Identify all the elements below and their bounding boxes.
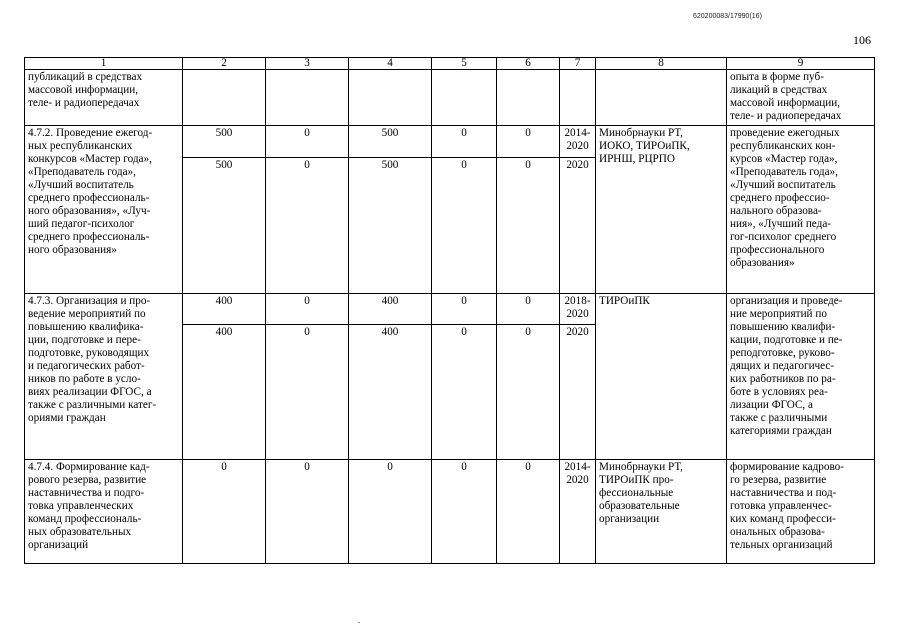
cell-line: ведение мероприятий по — [28, 308, 146, 320]
value-cell: 0 — [432, 460, 497, 564]
value-cell: 0 — [497, 126, 560, 158]
period-cell — [560, 158, 596, 294]
cell-line: го резерва, развитие — [730, 474, 827, 486]
column-number: 3 — [266, 58, 349, 70]
period-cell — [560, 294, 596, 325]
cell-line: ональных образова- — [730, 526, 825, 538]
value-cell: 0 — [349, 460, 432, 564]
value-cell: 0 — [497, 294, 560, 325]
executors-cell — [596, 460, 727, 564]
activity-cell — [25, 126, 183, 294]
cell-line: конкурсов «Мастер года», — [28, 153, 152, 165]
value-cell: 0 — [497, 460, 560, 564]
cell-line: ТИРОиПК про- — [599, 474, 674, 486]
table-row — [25, 460, 875, 564]
value-cell: 0 — [266, 294, 349, 325]
cell-line: среднего профессиональ- — [28, 192, 150, 204]
value-cell: 400 — [183, 294, 266, 325]
program-table — [24, 57, 875, 564]
cell-line: 4.7.2. Проведение ежегод- — [28, 127, 153, 139]
value-cell: 0 — [497, 158, 560, 294]
cell-line: гог-психолог среднего — [730, 231, 837, 243]
cell-line: ТИРОиПК — [599, 295, 650, 307]
cell-line: и педагогических работ- — [28, 360, 145, 372]
cell-line: образования» — [730, 257, 795, 269]
column-number: 9 — [727, 58, 875, 70]
value-cell: 0 — [266, 460, 349, 564]
column-number: 4 — [349, 58, 432, 70]
cell-line: товка управленческих — [28, 500, 134, 512]
period-cell — [560, 325, 596, 460]
value-cell: 0 — [183, 460, 266, 564]
value-cell: 0 — [432, 294, 497, 325]
document-id: 620200083/17990(16) — [693, 13, 762, 20]
cell-line: публикаций в средствах — [28, 71, 143, 83]
cell-line: ников по работе в усло- — [28, 373, 141, 385]
cell-line: проведение ежегодных — [730, 127, 840, 139]
cell-line: курсов «Мастер года», — [730, 153, 838, 165]
cell-line: Минобрнауки РТ, — [599, 461, 683, 473]
cell-line: ИОКО, ТИРОиПК, — [599, 140, 690, 152]
executors-cell — [596, 294, 727, 460]
cell-line: 2018- — [564, 295, 591, 307]
result-cell — [727, 460, 875, 564]
cell-line: также с различными — [730, 412, 828, 424]
cell-line: ИРНШ, РЦРПО — [599, 153, 675, 165]
value-cell: 500 — [349, 126, 432, 158]
cell-line: наставничества и под- — [730, 487, 837, 499]
cell-line: образовательные — [599, 500, 680, 512]
result-cell — [727, 126, 875, 294]
cell-line: организации — [599, 513, 660, 525]
cell-line: ориями граждан — [28, 412, 106, 424]
value-cell: 0 — [432, 158, 497, 294]
result-cell — [727, 70, 875, 126]
cell-line: 2014- — [564, 127, 591, 139]
cell-line: 2020 — [566, 474, 589, 486]
value-cell: 0 — [497, 325, 560, 460]
cell-line: формирование кадрово- — [730, 461, 844, 473]
cell-line: Минобрнауки РТ, — [599, 127, 683, 139]
cell-line: ных образовательных — [28, 526, 132, 538]
continuation-row — [25, 70, 875, 126]
cell-line: республиканских кон- — [730, 140, 836, 152]
cell-line: виях реализации ФГОС, а — [28, 386, 152, 398]
value-cell: 0 — [266, 158, 349, 294]
cell-line: ных республиканских — [28, 140, 133, 152]
value-cell: 0 — [432, 126, 497, 158]
cell-line: также с различными катег- — [28, 399, 157, 411]
cell-line: тельных организаций — [730, 539, 833, 551]
cell-line: наставничества и подго- — [28, 487, 145, 499]
column-number: 1 — [25, 58, 183, 70]
table-row — [25, 294, 875, 325]
value-cell: 0 — [266, 325, 349, 460]
cell-line: команд профессиональ- — [28, 513, 142, 525]
cell-line: дящих и педагогичес- — [730, 360, 835, 372]
column-number: 2 — [183, 58, 266, 70]
cell-line: готовка управленчес- — [730, 500, 832, 512]
cell-line: ного образования» — [28, 244, 117, 256]
cell-line: категориями граждан — [730, 425, 832, 437]
cell-line: нального образова- — [730, 205, 822, 217]
page-number: 106 — [853, 33, 871, 47]
column-number: 5 — [432, 58, 497, 70]
value-cell: 0 — [266, 126, 349, 158]
cell-line: «Лучший воспитатель — [28, 179, 134, 191]
cell-line: опыта в форме пуб- — [730, 71, 824, 83]
cell-line: повышению квалифика- — [28, 321, 144, 333]
value-cell: 0 — [432, 325, 497, 460]
executors-cell — [596, 126, 727, 294]
value-cell: 500 — [183, 126, 266, 158]
value-cell: 400 — [349, 325, 432, 460]
value-cell: 400 — [349, 294, 432, 325]
activity-cell — [25, 294, 183, 460]
value-cell: 500 — [183, 158, 266, 294]
value-cell: 500 — [349, 158, 432, 294]
cell-line: «Преподаватель года», — [28, 166, 136, 178]
cell-line: теле- и радиопередачах — [730, 110, 842, 122]
cell-line: ший педагог-психолог — [28, 218, 135, 230]
cell-line: среднего профессиональ- — [28, 231, 150, 243]
cell-line: 2020 — [566, 159, 589, 171]
cell-line: «Лучший воспитатель — [730, 179, 836, 191]
column-number: 8 — [596, 58, 727, 70]
activity-cell — [25, 70, 183, 126]
cell-line: рового резерва, развитие — [28, 474, 147, 486]
cell-line: ликаций в средствах — [730, 84, 828, 96]
cell-line: фессиональные — [599, 487, 674, 499]
cell-line: среднего профессио- — [730, 192, 830, 204]
cell-line: «Преподаватель года», — [730, 166, 838, 178]
cell-line: профессионального — [730, 244, 825, 256]
cell-line: ние мероприятий по — [730, 308, 827, 320]
cell-line: 2020 — [566, 326, 589, 338]
cell-line: теле- и радиопередачах — [28, 97, 140, 109]
period-cell — [560, 460, 596, 564]
cell-line: организация и проведе- — [730, 295, 843, 307]
cell-line: 2020 — [566, 140, 589, 152]
cell-line: повышению квалифи- — [730, 321, 836, 333]
cell-line: ного образования», «Луч- — [28, 205, 151, 217]
cell-line: 4.7.3. Организация и про- — [28, 295, 151, 307]
cell-line: организаций — [28, 539, 89, 551]
cell-line: ких работников по ра- — [730, 373, 836, 385]
cell-line: ких команд професси- — [730, 513, 836, 525]
cell-line: 2020 — [566, 308, 589, 320]
cell-line: лизации ФГОС, а — [730, 399, 813, 411]
value-cell: 400 — [183, 325, 266, 460]
cell-line: 2014- — [564, 461, 591, 473]
result-cell — [727, 294, 875, 460]
cell-line: ния», «Лучший педа- — [730, 218, 832, 230]
column-number: 7 — [560, 58, 596, 70]
table-row — [25, 126, 875, 158]
cell-line: реподготовке, руково- — [730, 347, 835, 359]
activity-cell — [25, 460, 183, 564]
cell-line: 4.7.4. Формирование кад- — [28, 461, 150, 473]
column-number: 6 — [497, 58, 560, 70]
scan-speck — [358, 622, 360, 623]
cell-line: массовой информации, — [28, 84, 139, 96]
cell-line: массовой информации, — [730, 97, 841, 109]
period-cell — [560, 126, 596, 158]
cell-line: кации, подготовке и пе- — [730, 334, 843, 346]
cell-line: ции, подготовке и пере- — [28, 334, 141, 346]
column-number-row — [25, 58, 875, 70]
cell-line: подготовке, руководящих — [28, 347, 150, 359]
cell-line: боте в условиях реа- — [730, 386, 828, 398]
